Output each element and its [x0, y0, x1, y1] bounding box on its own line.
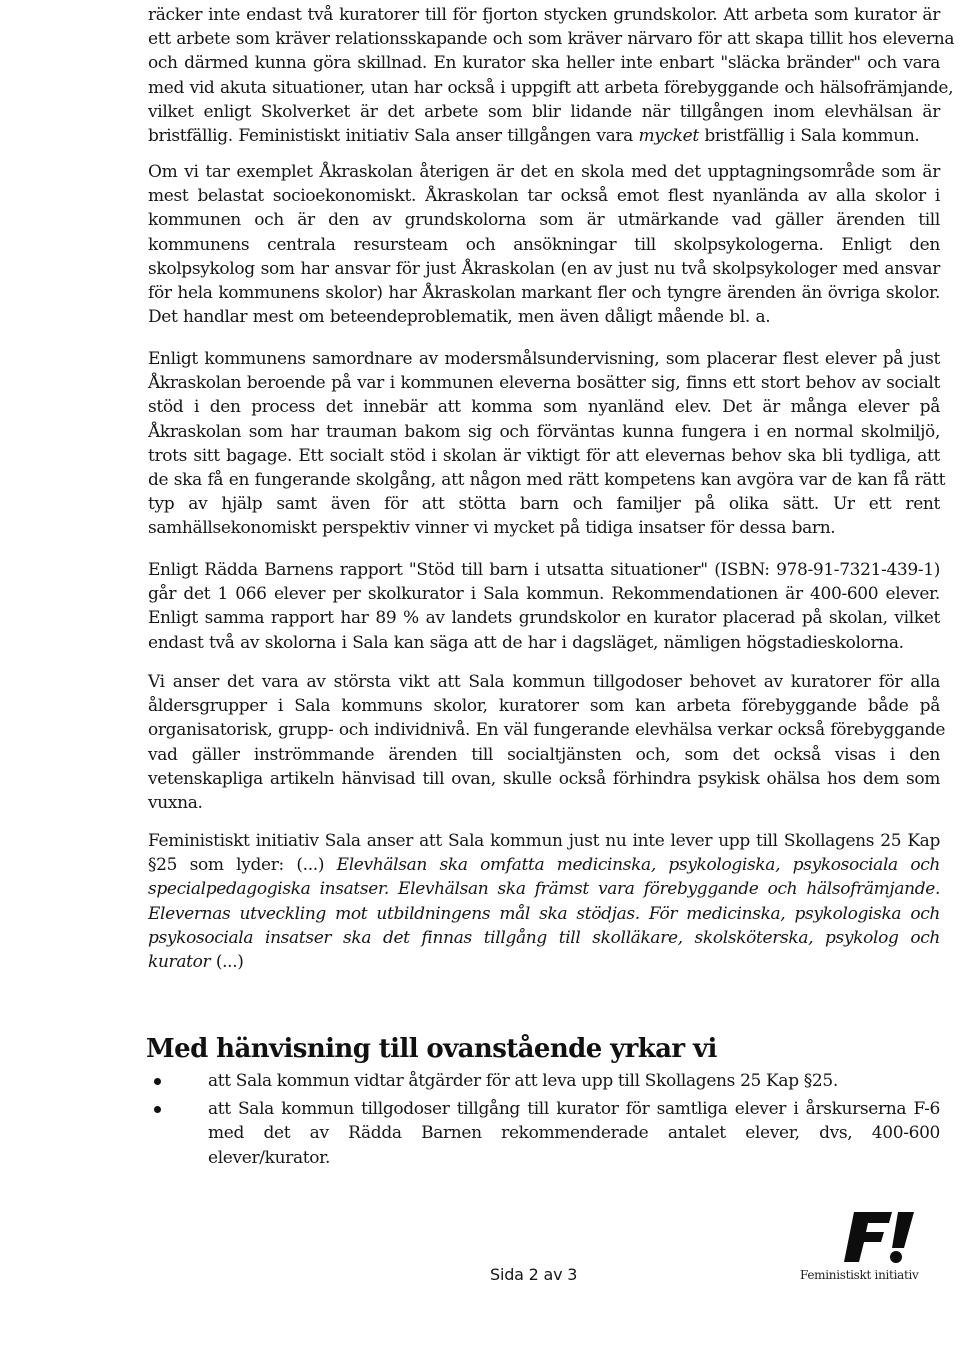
text-line: de ska få en fungerande skolgång, att någon med rätt kompetens kan avgöra var de kan få rätt: [148, 469, 946, 490]
paragraph-2: [148, 160, 940, 329]
paragraph-4: [148, 558, 940, 655]
party-logo-icon: [840, 1208, 930, 1266]
text-line: åldersgrupper i Sala kommuns skolor, kuratorer som kan arbeta förebyggande både på: [148, 696, 940, 717]
paragraph-5: [148, 670, 946, 815]
list-item-text: elever/kurator.: [208, 1147, 331, 1168]
text-line: vetenskapliga artikeln hänvisad till ovan, skulle också förhindra psykisk ohälsa hos dem som: [148, 768, 940, 789]
text-line: går det 1 066 elever per skolkurator i Sala kommun. Rekommendationen är 400-600 elever.: [148, 584, 940, 605]
text-line: trots sitt bagage. Ett socialt stöd i skolan är viktigt för att elevernas behov ska bli tydliga, att: [148, 445, 940, 466]
paragraph-6: [148, 829, 940, 974]
text-line: för hela kommunens skolor) har Åkraskolan markant fler och tyngre ärenden än övriga skolor.: [148, 282, 940, 303]
bullet-icon: [154, 1106, 161, 1113]
text-line: stöd i den process det innebär att komma som nyanländ elev. Det är många elever på: [148, 397, 940, 418]
text-line: Det handlar mest om beteendeproblematik, men även dåligt mående bl. a.: [148, 307, 771, 328]
list-item-text: att Sala kommun vidtar åtgärder för att leva upp till Skollagens 25 Kap §25.: [208, 1071, 838, 1091]
text-line: Enligt kommunens samordnare av modersmålsundervisning, som placerar flest elever på just: [148, 349, 940, 369]
paragraph-3: [148, 347, 946, 541]
emphasis-text: mycket: [638, 125, 699, 146]
text-line: Vi anser det vara av största vikt att Sala kommun tillgodoser behovet av kuratorer för alla: [148, 672, 940, 692]
text-line: Feministiskt initiativ Sala anser att Sala kommun just nu inte lever upp till Skollagens 25 Kap: [148, 831, 940, 851]
quote-line: specialpedagogiska insatser. Elevhälsan ska främst vara förebyggande och hälsofrämjande.: [148, 879, 940, 900]
text-line: ett arbete som kräver relationsskapande och som kräver närvaro för att skapa tillit hos eleverna: [148, 29, 955, 50]
text-line: Om vi tar exemplet Åkraskolan återigen är det en skola med det upptagningsområde som är: [148, 162, 940, 182]
text-line: vad gäller inströmmande ärenden till socialtjänsten och, som det också visas i den: [148, 744, 940, 765]
section-heading: Med hänvisning till ovanstående yrkar vi: [146, 1034, 717, 1064]
list-item-text: med det av Rädda Barnen rekommenderade antalet elever, dvs, 400-600: [208, 1123, 940, 1144]
page-number: Sida 2 av 3: [490, 1265, 578, 1284]
text-run: bristfällig i Sala kommun.: [698, 125, 920, 146]
text-line: kommunen och är den av grundskolorna som är utmärkande vad gäller ärenden till: [148, 210, 940, 231]
text-line: mest belastat socioekonomiskt. Åkraskolan tar också emot flest nyanlända av alla skolor i: [148, 186, 940, 207]
list-item: [148, 1097, 940, 1170]
text-line: räcker inte endast två kuratorer till för fjorton stycken grundskolor. Att arbeta som kurator är: [148, 5, 940, 25]
text-line: skolpsykolog som har ansvar för just Åkraskolan (en av just nu två skolpsykologer med ansvar: [148, 258, 940, 279]
quote-line: Elevernas utveckling mot utbildningens mål ska stödjas. För medicinska, psykologiska och: [148, 903, 940, 924]
bullet-icon: [154, 1078, 161, 1085]
text-line: [148, 124, 940, 148]
text-line: endast två av skolorna i Sala kan säga att de har i dagsläget, nämligen högstadieskolorna.: [148, 632, 904, 653]
text-line: Åkraskolan beroende på var i kommunen eleverna bosätter sig, finns ett stort behov av socialt: [148, 373, 940, 394]
quote-line: psykosociala insatser ska det finnas tillgång till skolläkare, skolsköterska, psykolog och: [148, 927, 940, 948]
text-line: typ av hjälp samt även för att stötta barn och familjer på olika sätt. Ur ett rent: [148, 494, 940, 515]
text-line: med vid akuta situationer, utan har också i uppgift att arbeta förebyggande och hälsofrämjande,: [148, 77, 954, 98]
quote-text: Elevhälsan ska omfatta medicinska, psykologiska, psykosociala och: [336, 855, 941, 876]
text-line: [148, 950, 940, 974]
text-line: kommunens centrala resursteam och ansökningar till skolpsykologerna. Enligt den: [148, 234, 940, 255]
demands-list: [148, 1069, 940, 1174]
list-item-text: att Sala kommun tillgodoser tillgång till kurator för samtliga elever i årskurserna F-6: [208, 1099, 940, 1120]
text-line: organisatorisk, grupp- och individnivå. En väl fungerande elevhälsa verkar också förebyggande: [148, 720, 946, 741]
text-run: bristfällig. Feministiskt initiativ Sala anser tillgången vara: [148, 125, 639, 146]
list-item: [148, 1069, 940, 1093]
quote-text: kurator: [148, 951, 211, 972]
text-line: och därmed kunna göra skillnad. En kurator ska heller inte enbart "släcka bränder" och vara: [148, 53, 940, 74]
text-line: vilket enligt Skolverket är det arbete som blir lidande när tillgången inom elevhälsan är: [148, 101, 940, 122]
text-line: vuxna.: [148, 792, 203, 813]
text-run: (...): [210, 951, 244, 972]
text-run: §25 som lyder: (...): [148, 855, 337, 876]
text-line: [148, 853, 940, 877]
text-line: Enligt Rädda Barnens rapport "Stöd till barn i utsatta situationer" (ISBN: 978-91-7321-439-1): [148, 560, 940, 580]
text-line: Åkraskolan som har trauman bakom sig och förväntas kunna fungera i en normal skolmiljö,: [148, 421, 940, 442]
logo-caption: Feministiskt initiativ: [800, 1268, 919, 1282]
paragraph-1: [148, 3, 955, 148]
text-line: samhällsekonomiskt perspektiv vinner vi mycket på tidiga insatser för dessa barn.: [148, 518, 836, 539]
text-line: Enligt samma rapport har 89 % av landets grundskolor en kurator placerad på skolan, vilket: [148, 608, 940, 629]
